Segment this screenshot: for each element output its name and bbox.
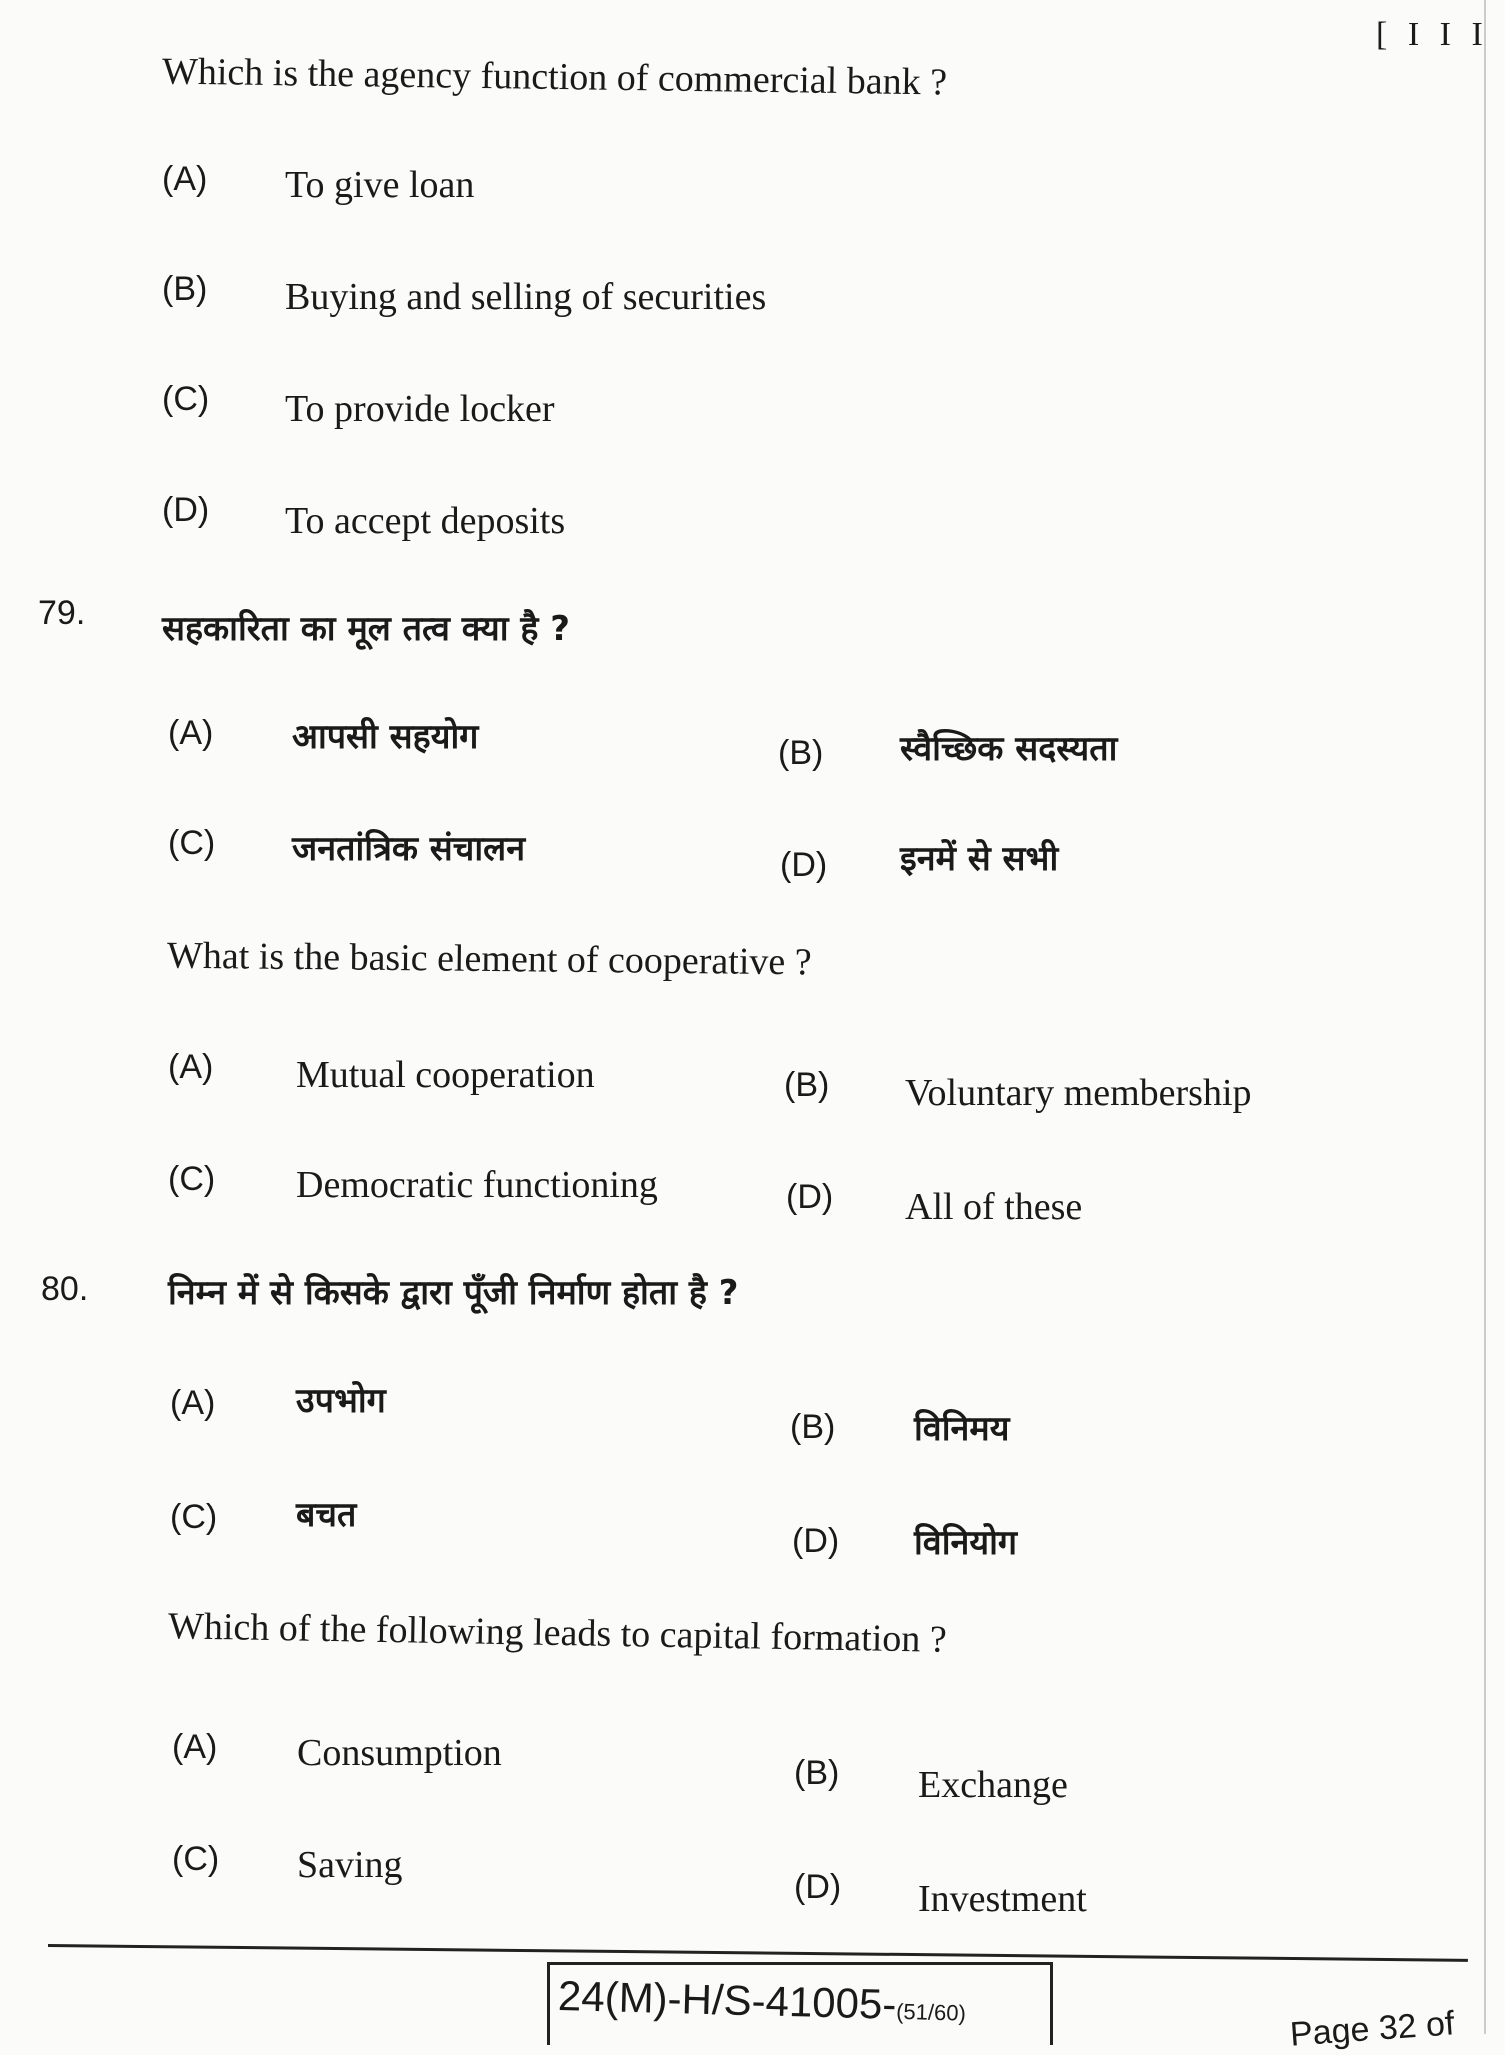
option-text: To provide locker (285, 388, 555, 430)
footer-rule (48, 1944, 1468, 1962)
option-text: स्वैच्छिक सदस्यता (900, 729, 1118, 769)
question-78-english: Which is the agency function of commercial bank ? (161, 50, 948, 104)
option-label: (B) (790, 1408, 836, 1446)
option-label: (D) (792, 1522, 840, 1560)
option-label: (D) (794, 1868, 842, 1906)
option-label: (A) (168, 1048, 214, 1086)
option-text: उपभोग (296, 1381, 386, 1421)
paper-code-main: 24(M)-H/S-41005- (557, 1972, 897, 2028)
question-80-hindi: निम्न में से किसके द्वारा पूँजी निर्माण होता है ? (168, 1273, 739, 1313)
option-text: Saving (297, 1844, 403, 1886)
page-mark: [ I I I (1376, 16, 1489, 53)
question-80-english: Which of the following leads to capital formation ? (167, 1605, 948, 1661)
paper-code-suffix: (51/60) (895, 1998, 967, 2026)
option-label: (C) (170, 1498, 218, 1536)
question-79-english: What is the basic element of cooperative ? (166, 934, 812, 984)
option-text: Democratic functioning (296, 1164, 658, 1206)
option-label: (C) (172, 1840, 220, 1878)
option-label: (A) (172, 1728, 218, 1766)
option-label: (D) (162, 491, 210, 529)
option-label: (B) (162, 270, 208, 308)
option-text: Exchange (918, 1764, 1068, 1806)
option-text: Investment (918, 1878, 1087, 1920)
option-label: (B) (794, 1754, 840, 1792)
option-label: (B) (778, 734, 824, 772)
option-label: (A) (170, 1384, 216, 1422)
option-text: जनतांत्रिक संचालन (292, 829, 526, 869)
option-text: Buying and selling of securities (285, 276, 767, 318)
option-label: (D) (780, 846, 828, 884)
option-text: To give loan (285, 164, 475, 206)
option-text: All of these (905, 1186, 1083, 1228)
option-text: Consumption (297, 1732, 502, 1774)
option-text: बचत (296, 1495, 357, 1535)
page-number: Page 32 of (1288, 2004, 1456, 2054)
option-text: To accept deposits (285, 500, 566, 542)
option-label: (A) (168, 714, 214, 752)
option-text: विनियोग (914, 1523, 1018, 1563)
option-text: इनमें से सभी (900, 839, 1059, 879)
page-edge (1484, 0, 1486, 2034)
question-79-hindi: सहकारिता का मूल तत्व क्या है ? (162, 609, 570, 649)
question-number: 80. (41, 1270, 89, 1308)
option-text: विनिमय (914, 1409, 1010, 1449)
option-text: आपसी सहयोग (292, 717, 479, 757)
option-text: Mutual cooperation (296, 1054, 595, 1096)
option-label: (D) (786, 1178, 834, 1216)
option-text: Voluntary membership (905, 1072, 1252, 1114)
option-label: (C) (162, 380, 210, 418)
option-label: (B) (784, 1066, 830, 1104)
question-number: 79. (38, 594, 86, 632)
option-label: (A) (162, 160, 208, 198)
option-label: (C) (168, 824, 216, 862)
option-label: (C) (168, 1160, 216, 1198)
